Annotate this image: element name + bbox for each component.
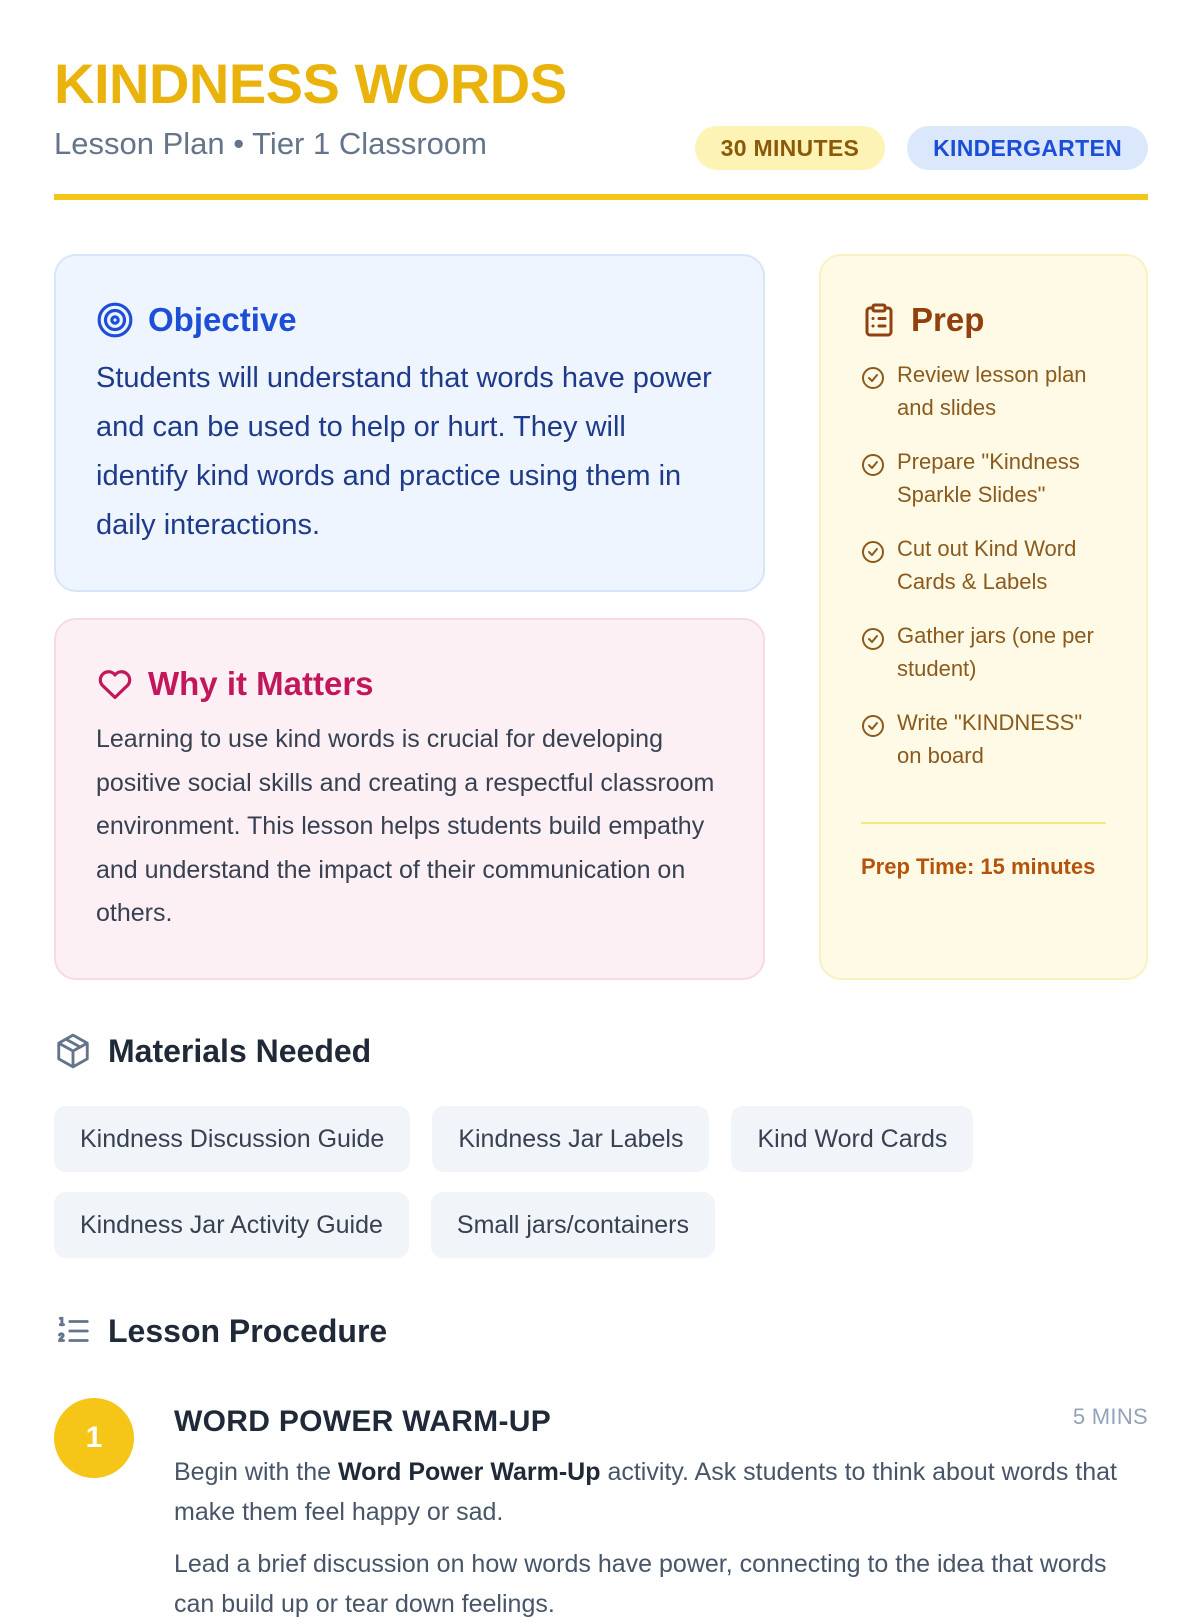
materials-title: Materials Needed [108, 1032, 372, 1069]
why-it-matters-text: Learning to use kind words is crucial for developing positive social skills and creating a respectful classroom environment. This lesson helps students build empathy and understand the impact of their communication on others. [96, 725, 715, 927]
lesson-header [54, 52, 1148, 200]
prep-item-label: Cut out Kind Word Cards & Labels [897, 536, 1077, 594]
step-body [174, 1398, 1148, 1624]
materials-header [54, 1032, 371, 1070]
check-circle-icon [861, 627, 885, 651]
objective-header [96, 296, 723, 344]
step-paragraph: Lead a brief discussion on how words have power, connecting to the idea that words can build up or tear down feelings. [174, 1550, 1107, 1618]
check-circle-icon [861, 540, 885, 564]
heart-icon [96, 665, 134, 703]
step-activity-name: Word Power Warm-Up [338, 1458, 601, 1486]
materials-list [54, 1106, 1054, 1258]
procedure-title: Lesson Procedure [108, 1312, 388, 1349]
material-chip: Kind Word Cards [731, 1106, 973, 1172]
prep-item [861, 445, 1106, 511]
check-circle-icon [861, 366, 885, 390]
step-number-badge: 1 [54, 1398, 134, 1478]
prep-header [861, 296, 1106, 344]
prep-title: Prep [911, 301, 985, 338]
prep-item-label: Prepare "Kindness Sparkle Slides" [897, 449, 1080, 507]
procedure-header [54, 1312, 387, 1350]
prep-item-label: Review lesson plan and slides [897, 362, 1087, 420]
objective-text: Students will understand that words have power and can be used to help or hurt. They will identify kind words and practice using them in daily interactions. [96, 362, 712, 541]
page-subtitle: Lesson Plan • Tier 1 Classroom [54, 126, 487, 161]
material-chip: Small jars/containers [431, 1192, 715, 1258]
prep-item [861, 619, 1106, 685]
prep-card [819, 254, 1148, 980]
header-badges [695, 126, 1148, 170]
prep-item-label: Gather jars (one per student) [897, 623, 1094, 681]
prep-divider [861, 822, 1106, 824]
clipboard-icon [861, 301, 897, 339]
prep-item [861, 706, 1106, 772]
prep-time: Prep Time: 15 minutes [861, 854, 1096, 879]
prep-checklist [861, 358, 1106, 772]
step-duration: 5 MINS [1072, 1404, 1148, 1429]
why-it-matters-title: Why it Matters [148, 665, 374, 702]
check-circle-icon [861, 453, 885, 477]
step-text: Begin with the [174, 1458, 338, 1486]
prep-item [861, 532, 1106, 598]
why-it-matters-card [54, 618, 765, 980]
grade-badge: KINDERGARTEN [907, 126, 1148, 170]
step-text: activity. Ask students to think about words that make them feel happy or sad. [174, 1458, 1117, 1526]
why-it-matters-header [96, 660, 723, 708]
objective-title: Objective [148, 301, 297, 338]
step-title: WORD POWER WARM-UP [174, 1405, 552, 1438]
objective-card [54, 254, 765, 592]
duration-badge: 30 MINUTES [695, 126, 885, 170]
material-chip: Kindness Discussion Guide [54, 1106, 410, 1172]
material-chip: Kindness Jar Labels [432, 1106, 709, 1172]
prep-item [861, 358, 1106, 424]
numbered-list-icon [54, 1312, 92, 1350]
material-chip: Kindness Jar Activity Guide [54, 1192, 409, 1258]
prep-item-label: Write "KINDNESS" on board [897, 710, 1083, 768]
page-title: KINDNESS WORDS [54, 52, 567, 115]
target-icon [96, 301, 134, 339]
check-circle-icon [861, 714, 885, 738]
box-icon [54, 1032, 92, 1070]
step-paragraph [174, 1452, 1148, 1532]
